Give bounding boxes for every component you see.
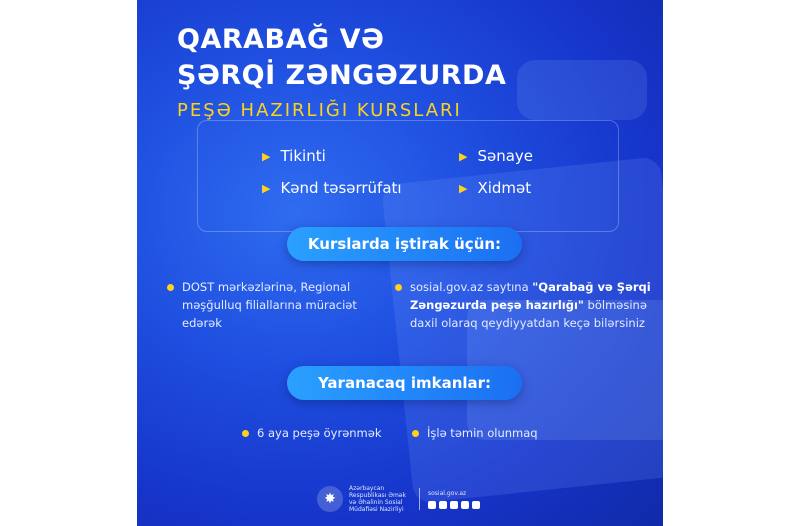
category-item: ▶ Xidmət (459, 179, 532, 197)
participation-item: sosial.gov.az saytına "Qarabağ və Şərqi Zəngəzurda peşə hazırlığı" bölməsinə daxil olaraq qeydiyyatdan keçə bilərsiniz (395, 278, 663, 332)
bullet-dot-icon (167, 284, 174, 291)
triangle-bullet-icon: ▶ (262, 181, 271, 195)
footer (317, 485, 480, 513)
footer-divider (419, 488, 420, 510)
ministry-logo-icon: ✸ (317, 486, 343, 512)
opportunities-heading: Yaranacaq imkanlar: (287, 366, 522, 400)
category-item: ▶ Kənd təsərrüfatı (262, 179, 402, 197)
background-shape (517, 60, 647, 120)
ministry-name: Azərbaycan Respublikası Əmək və Əhalinin Sosial Müdafiəsi Nazirliyi (349, 485, 406, 513)
triangle-bullet-icon: ▶ (459, 181, 468, 195)
triangle-bullet-icon: ▶ (459, 149, 468, 163)
twitter-icon[interactable] (439, 501, 447, 509)
bullet-dot-icon (412, 430, 419, 437)
poster (137, 0, 663, 526)
subtitle: PEŞƏ HAZIRLIĞI KURSLARI (177, 100, 462, 121)
social-icons (428, 501, 480, 509)
telegram-icon[interactable] (472, 501, 480, 509)
category-item: ▶ Sənaye (459, 147, 534, 165)
categories-frame (197, 120, 619, 232)
youtube-icon[interactable] (461, 501, 469, 509)
opportunity-item: İşlə təmin olunmaq (412, 424, 538, 442)
bullet-dot-icon (242, 430, 249, 437)
participation-item: DOST mərkəzlərinə, Regional məşğulluq filiallarına müraciət edərək (167, 278, 392, 332)
title-line-2: ŞƏRQİ ZƏNGƏZURDA (177, 60, 507, 91)
website-handle: sosial.gov.az (428, 489, 467, 497)
category-item: ▶ Tikinti (262, 147, 326, 165)
instagram-icon[interactable] (450, 501, 458, 509)
bullet-dot-icon (395, 284, 402, 291)
title-line-1: QARABAĞ VƏ (177, 24, 385, 55)
triangle-bullet-icon: ▶ (262, 149, 271, 163)
opportunity-item: 6 aya peşə öyrənmək (242, 424, 382, 442)
participation-heading: Kurslarda iştirak üçün: (287, 227, 522, 261)
facebook-icon[interactable] (428, 501, 436, 509)
